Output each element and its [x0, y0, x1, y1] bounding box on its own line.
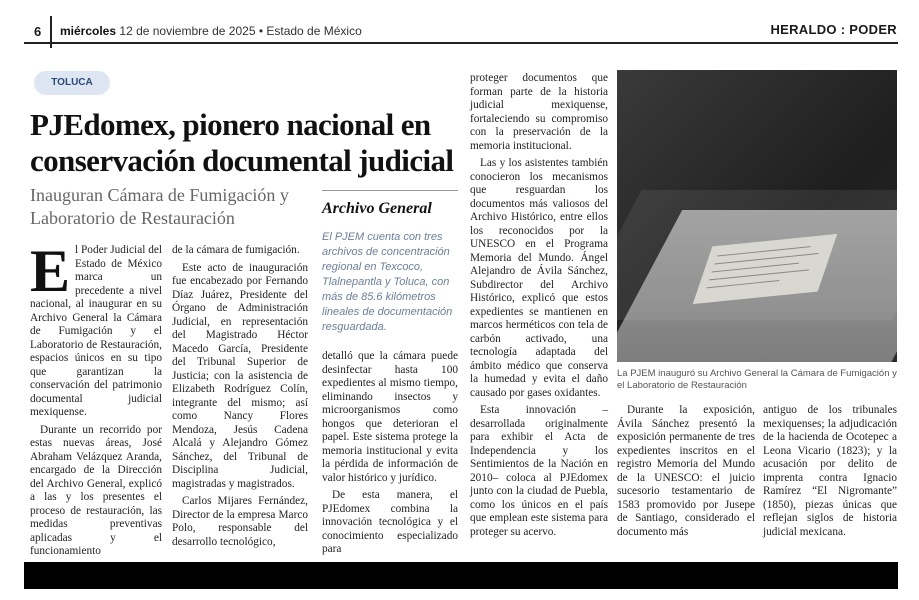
paragraph: Este acto de inauguración fue encabezado por Fernando Díaz Juárez, Presidente del Órgano de Administración Judicial, en representación del Magistrado Héctor Macedo García, Presidente del Tribunal Superior de Justicia; con la asistencia de Elizabeth Rodríguez Colín, integrante del mismo; así como Nancy Flores Mendoza, Jesús Cadena Alcalá y Alejandro Gómez Sánchez, del Tribunal de Disciplina Judicial, magistradas y magistrados.	[172, 261, 308, 490]
paragraph: Durante un recorrido por estas nuevas áreas, José Abraham Velázquez Aranda, encargado de la Dirección del Archivo General, explicó a las y los presentes el proceso de restauración, las medidas preventivas aplicadas y el funcionamiento	[30, 423, 162, 557]
section-tag: TOLUCA	[34, 71, 110, 95]
drop-cap: E	[30, 238, 71, 304]
sidebox-text: El PJEM cuenta con tres archivos de concentración regional en Texcoco, Tlalnepantla y Toluca, con más de 85.6 kilómetros lineales de documentación resguardada.	[322, 231, 453, 333]
article-column-2	[172, 244, 308, 553]
article-column-4	[470, 72, 608, 543]
paragraph: Las y los asistentes también conocieron los mecanismos que resguardan los documentos más valiosos del Archivo Histórico, entre ellos los reconocidos por la UNESCO en el Programa Memoria del Mundo. Ángel Alejandro de Ávila Sánchez, Subdirector del Archivo Histórico, explicó que estos expedientes se mantienen en marcos herméticos con tela de carbón activado, una tecnología adaptada del ámbito médico que conserva la humedad y evita el daño causado por gases oxidantes.	[470, 157, 608, 399]
photo-caption: La PJEM inauguró su Archivo General la Cámara de Fumigación y el Laboratorio de Restauración	[617, 368, 897, 391]
article-column-5	[617, 404, 755, 543]
page-number: 6	[34, 24, 42, 39]
subheadline: Inauguran Cámara de Fumigación y Laboratorio de Restauración	[30, 185, 289, 228]
article-column-3	[322, 350, 458, 561]
paragraph: de la cámara de fumigación.	[172, 244, 300, 256]
paragraph: detalló que la cámara puede desinfectar hasta 100 expedientes al mismo tiempo, eliminando insectos y microorganismos como hongos que deterioran el papel. Este sistema protege la memoria institucional y evita la pérdida de información de valor histórico y jurídico.	[322, 350, 458, 484]
header-rule	[24, 42, 898, 44]
article-column-6	[763, 404, 897, 543]
article-photo	[617, 70, 897, 362]
sidebox-rule	[322, 190, 458, 191]
paragraph: l Poder Judicial del Estado de México marca un precedente a nivel nacional, al inaugurar en su Archivo General la Cámara de Fumigación y el Laboratorio de Restauración, espacios únicos en su tipo que garantizan la conservación del patrimonio documental judicial mexiquense.	[30, 244, 162, 418]
header-weekday: miércoles	[60, 24, 117, 38]
paragraph: Esta innovación –desarrollada originalmente para exhibir el Acta de Independencia y los Sentimientos de la Nación en 2010– coloca al PJEdomex junto con la ciudad de Puebla, como los únicos en el país que emplean este sistema para proteger su acervo.	[470, 404, 608, 538]
headline: PJEdomex, pionero nacional en conservación documental judicial	[30, 107, 454, 178]
paragraph: Durante la exposición, Ávila Sánchez presentó la exposición permanente de tres expedientes inscritos en el registro Memoria del Mundo de la UNESCO: el juicio sucesorio testamentario de 1583 promovido por Jusepe de Santiago, considerado el documento más	[617, 404, 755, 538]
paragraph: proteger documentos que forman parte de la historia judicial mexiquense, fortaleciendo su compromiso con la preservación de la memoria institucional.	[470, 72, 608, 152]
sidebox-title: Archivo General	[322, 200, 432, 217]
header-date-rest: 12 de noviembre de 2025 • Estado de México	[119, 24, 362, 38]
brand-logo: HERALDO : PODER	[770, 22, 897, 37]
footer-bar	[24, 562, 898, 589]
paragraph: antiguo de los tribunales mexiquenses; la adjudicación de la hacienda de Ocotepec a Leona Vicario (1823); y la acusación por delito de imprenta contra Ignacio Ramírez “El Nigromante” (1850), piezas únicas que reflejan siglos de historia judicial mexicana.	[763, 404, 897, 538]
paragraph: Carlos Mijares Fernández, Director de la empresa Marco Polo, responsable del desarrollo tecnológico,	[172, 495, 308, 548]
header-date	[60, 24, 362, 38]
article-column-1	[30, 238, 162, 563]
paragraph: De esta manera, el PJEdomex combina la innovación tecnológica y el conocimiento especializado para	[322, 489, 458, 555]
